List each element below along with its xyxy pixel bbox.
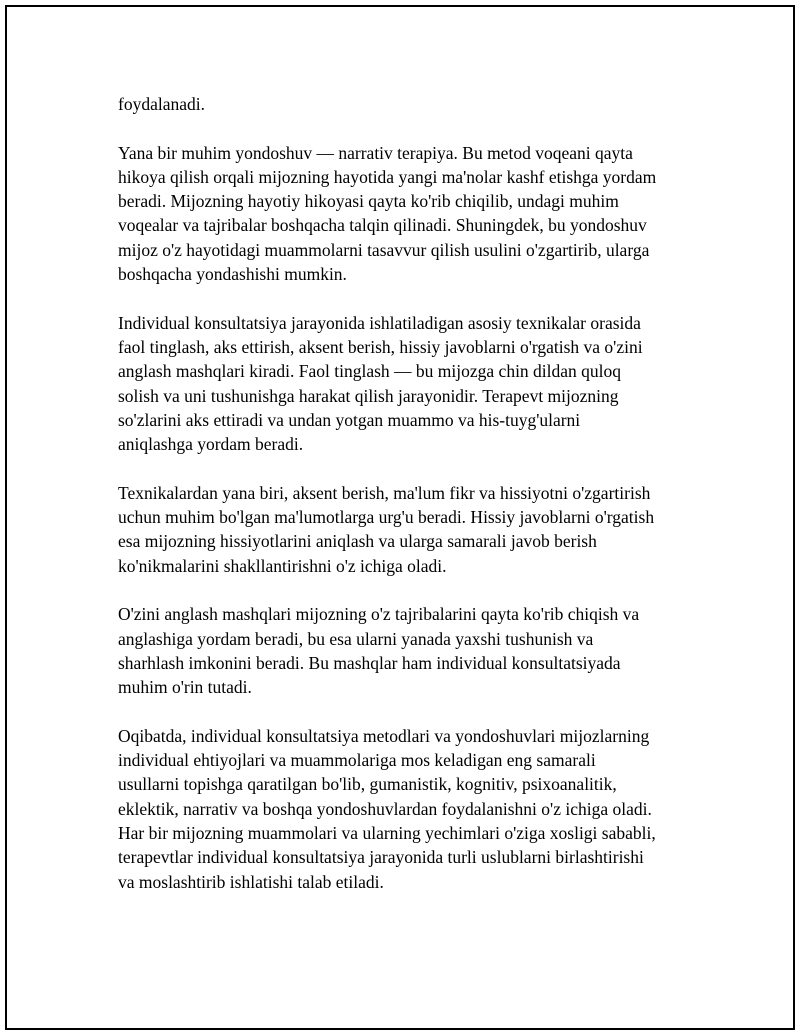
paragraph	[118, 481, 688, 578]
text-line: O'zini anglash mashqlari mijozning o'z tajribalarini qayta ko'rib chiqish va	[118, 604, 640, 625]
text-line: Individual konsultatsiya jarayonida ishlatiladigan asosiy texnikalar orasida	[118, 312, 641, 333]
text-line: Har bir mijozning muammolari va ularning yechimlari o'ziga xosligi sababli,	[118, 822, 656, 843]
text-line: individual ehtiyojlari va muammolariga mos keladigan eng samarali	[118, 750, 596, 771]
text-line: esa mijozning hissiyotlarini aniqlash va ularga samarali javob berish	[118, 531, 597, 552]
text-line: uchun muhim bo'lgan ma'lumotlarga urg'u beradi. Hissiy javoblarni o'rgatish	[118, 507, 655, 528]
paragraph	[118, 724, 688, 894]
text-line: Oqibatda, individual konsultatsiya metodlari va yondoshuvlari mijozlarning	[118, 725, 650, 746]
paragraph	[118, 311, 688, 457]
paragraph	[118, 92, 688, 116]
text-line: hikoya qilish orqali mijozning hayotida yangi ma'nolar kashf etishga yordam	[118, 166, 657, 187]
text-line: anglashiga yordam beradi, bu esa ularni yanada yaxshi tushunish va	[118, 628, 594, 649]
text-line: Yana bir muhim yondoshuv — narrativ terapiya. Bu metod voqeani qayta	[118, 142, 633, 163]
paragraph	[118, 141, 688, 287]
text-line: sharhlash imkonini beradi. Bu mashqlar ham individual konsultatsiyada	[118, 652, 621, 673]
text-line: ko'nikmalarini shakllantirishni o'z ichiga oladi.	[118, 555, 447, 576]
paragraph	[118, 602, 688, 699]
text-line: so'zlarini aks ettiradi va undan yotgan muammo va his-tuyg'ularni	[118, 409, 581, 430]
text-line: Texnikalardan yana biri, aksent berish, ma'lum fikr va hissiyotni o'zgartirish	[118, 482, 651, 503]
text-line: voqealar va tajribalar boshqacha talqin qilinadi. Shuningdek, bu yondoshuv	[118, 215, 647, 236]
text-line: muhim o'rin tutadi.	[118, 677, 252, 698]
text-line: aniqlashga yordam beradi.	[118, 434, 304, 455]
document-body	[118, 92, 688, 918]
text-line: beradi. Mijozning hayotiy hikoyasi qayta ko'rib chiqilib, undagi muhim	[118, 191, 619, 212]
text-line: terapevtlar individual konsultatsiya jarayonida turli uslublarni birlashtirishi	[118, 847, 644, 868]
text-line: foydalanadi.	[118, 94, 205, 114]
text-line: mijoz o'z hayotidagi muammolarni tasavvur qilish usulini o'zgartirib, ularga	[118, 239, 650, 260]
text-line: anglash mashqlari kiradi. Faol tinglash — bu mijozga chin dildan quloq	[118, 361, 622, 382]
text-line: usullarni topishga qaratilgan bo'lib, gumanistik, kognitiv, psixoanalitik,	[118, 774, 617, 795]
text-line: boshqacha yondashishi mumkin.	[118, 264, 347, 285]
text-line: va moslashtirib ishlatishi talab etiladi.	[118, 871, 384, 892]
text-line: solish va uni tushunishga harakat qilish jarayonidir. Terapevt mijozning	[118, 385, 619, 406]
text-line: faol tinglash, aks ettirish, aksent berish, hissiy javoblarni o'rgatish va o'zini	[118, 336, 643, 357]
text-line: eklektik, narrativ va boshqa yondoshuvlardan foydalanishni o'z ichiga oladi.	[118, 798, 652, 819]
